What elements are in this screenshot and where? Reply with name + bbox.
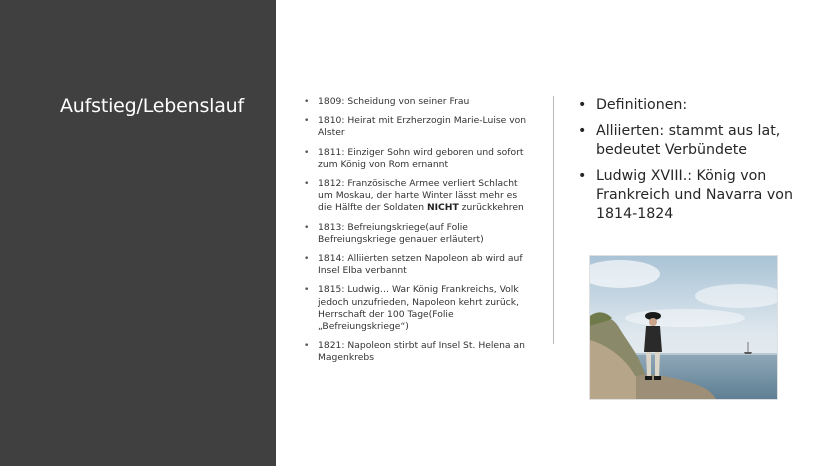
emphasis-text: NICHT [426, 202, 459, 214]
bullet-icon: • [304, 221, 310, 233]
bullet-icon: • [304, 146, 310, 158]
bullet-icon: • [304, 178, 310, 190]
timeline-item-text: 1810: Heirat mit Erzherzogin Marie-Luise von Alster [318, 115, 527, 139]
timeline-item [302, 147, 532, 171]
timeline-item [302, 178, 532, 215]
timeline-item-text: 1814: Alliierten setzen Napoleon ab wird auf Insel Elba verbannt [318, 253, 523, 277]
timeline-item [302, 253, 532, 277]
timeline-item [302, 222, 532, 246]
bullet-icon: • [578, 168, 587, 184]
bullet-icon: • [578, 97, 587, 113]
timeline-item-text: 1812: Französische Armee verliert Schlacht um Moskau, der harte Winter lässt mehr es die Hälfte der Soldaten [318, 178, 518, 214]
definition-text: Ludwig XVIII.: König von Frankreich und Navarra von 1814-1824 [596, 168, 793, 222]
title-panel [0, 0, 276, 466]
content-panel [276, 0, 828, 466]
definitions-list [578, 96, 793, 231]
timeline-item [302, 340, 532, 364]
definition-item [578, 96, 793, 115]
bullet-icon: • [578, 123, 587, 139]
timeline-item-text: 1815: Ludwig… War König Frankreichs, Volk jedoch unzufrieden, Napoleon kehrt zurück, Herrschaft der 100 Tage(Folie „Befreiungskriege“) [318, 284, 519, 333]
timeline-item-text-end: zurückkehren [458, 202, 524, 214]
timeline-item-text: 1809: Scheidung von seiner Frau [318, 96, 470, 107]
definition-text: Alliierten: stammt aus lat, bedeutet Verbündete [596, 123, 781, 158]
definition-text: Definitionen: [596, 97, 688, 113]
timeline-item [302, 96, 532, 108]
column-divider [553, 96, 554, 344]
painting-image [590, 256, 777, 399]
timeline-item [302, 284, 532, 333]
definition-item [578, 167, 793, 224]
cloud [625, 309, 745, 327]
definition-item [578, 122, 793, 160]
timeline-item-text: 1811: Einziger Sohn wird geboren und sofort zum König von Rom ernannt [318, 146, 524, 170]
bullet-icon: • [304, 253, 310, 265]
bullet-icon: • [304, 115, 310, 127]
bullet-icon: • [304, 96, 310, 107]
timeline-item-text: 1813: Befreiungskriege(auf Folie Befreiungskriege genauer erläutert) [318, 221, 484, 245]
timeline-list [302, 96, 532, 372]
bullet-icon: • [304, 340, 310, 352]
slide-title: Aufstieg/Lebenslauf [60, 95, 244, 117]
bullet-icon: • [304, 284, 310, 296]
timeline-item-text: 1821: Napoleon stirbt auf Insel St. Helena an Magenkrebs [318, 340, 525, 364]
napoleon-painting [589, 255, 778, 400]
timeline-item [302, 115, 532, 139]
